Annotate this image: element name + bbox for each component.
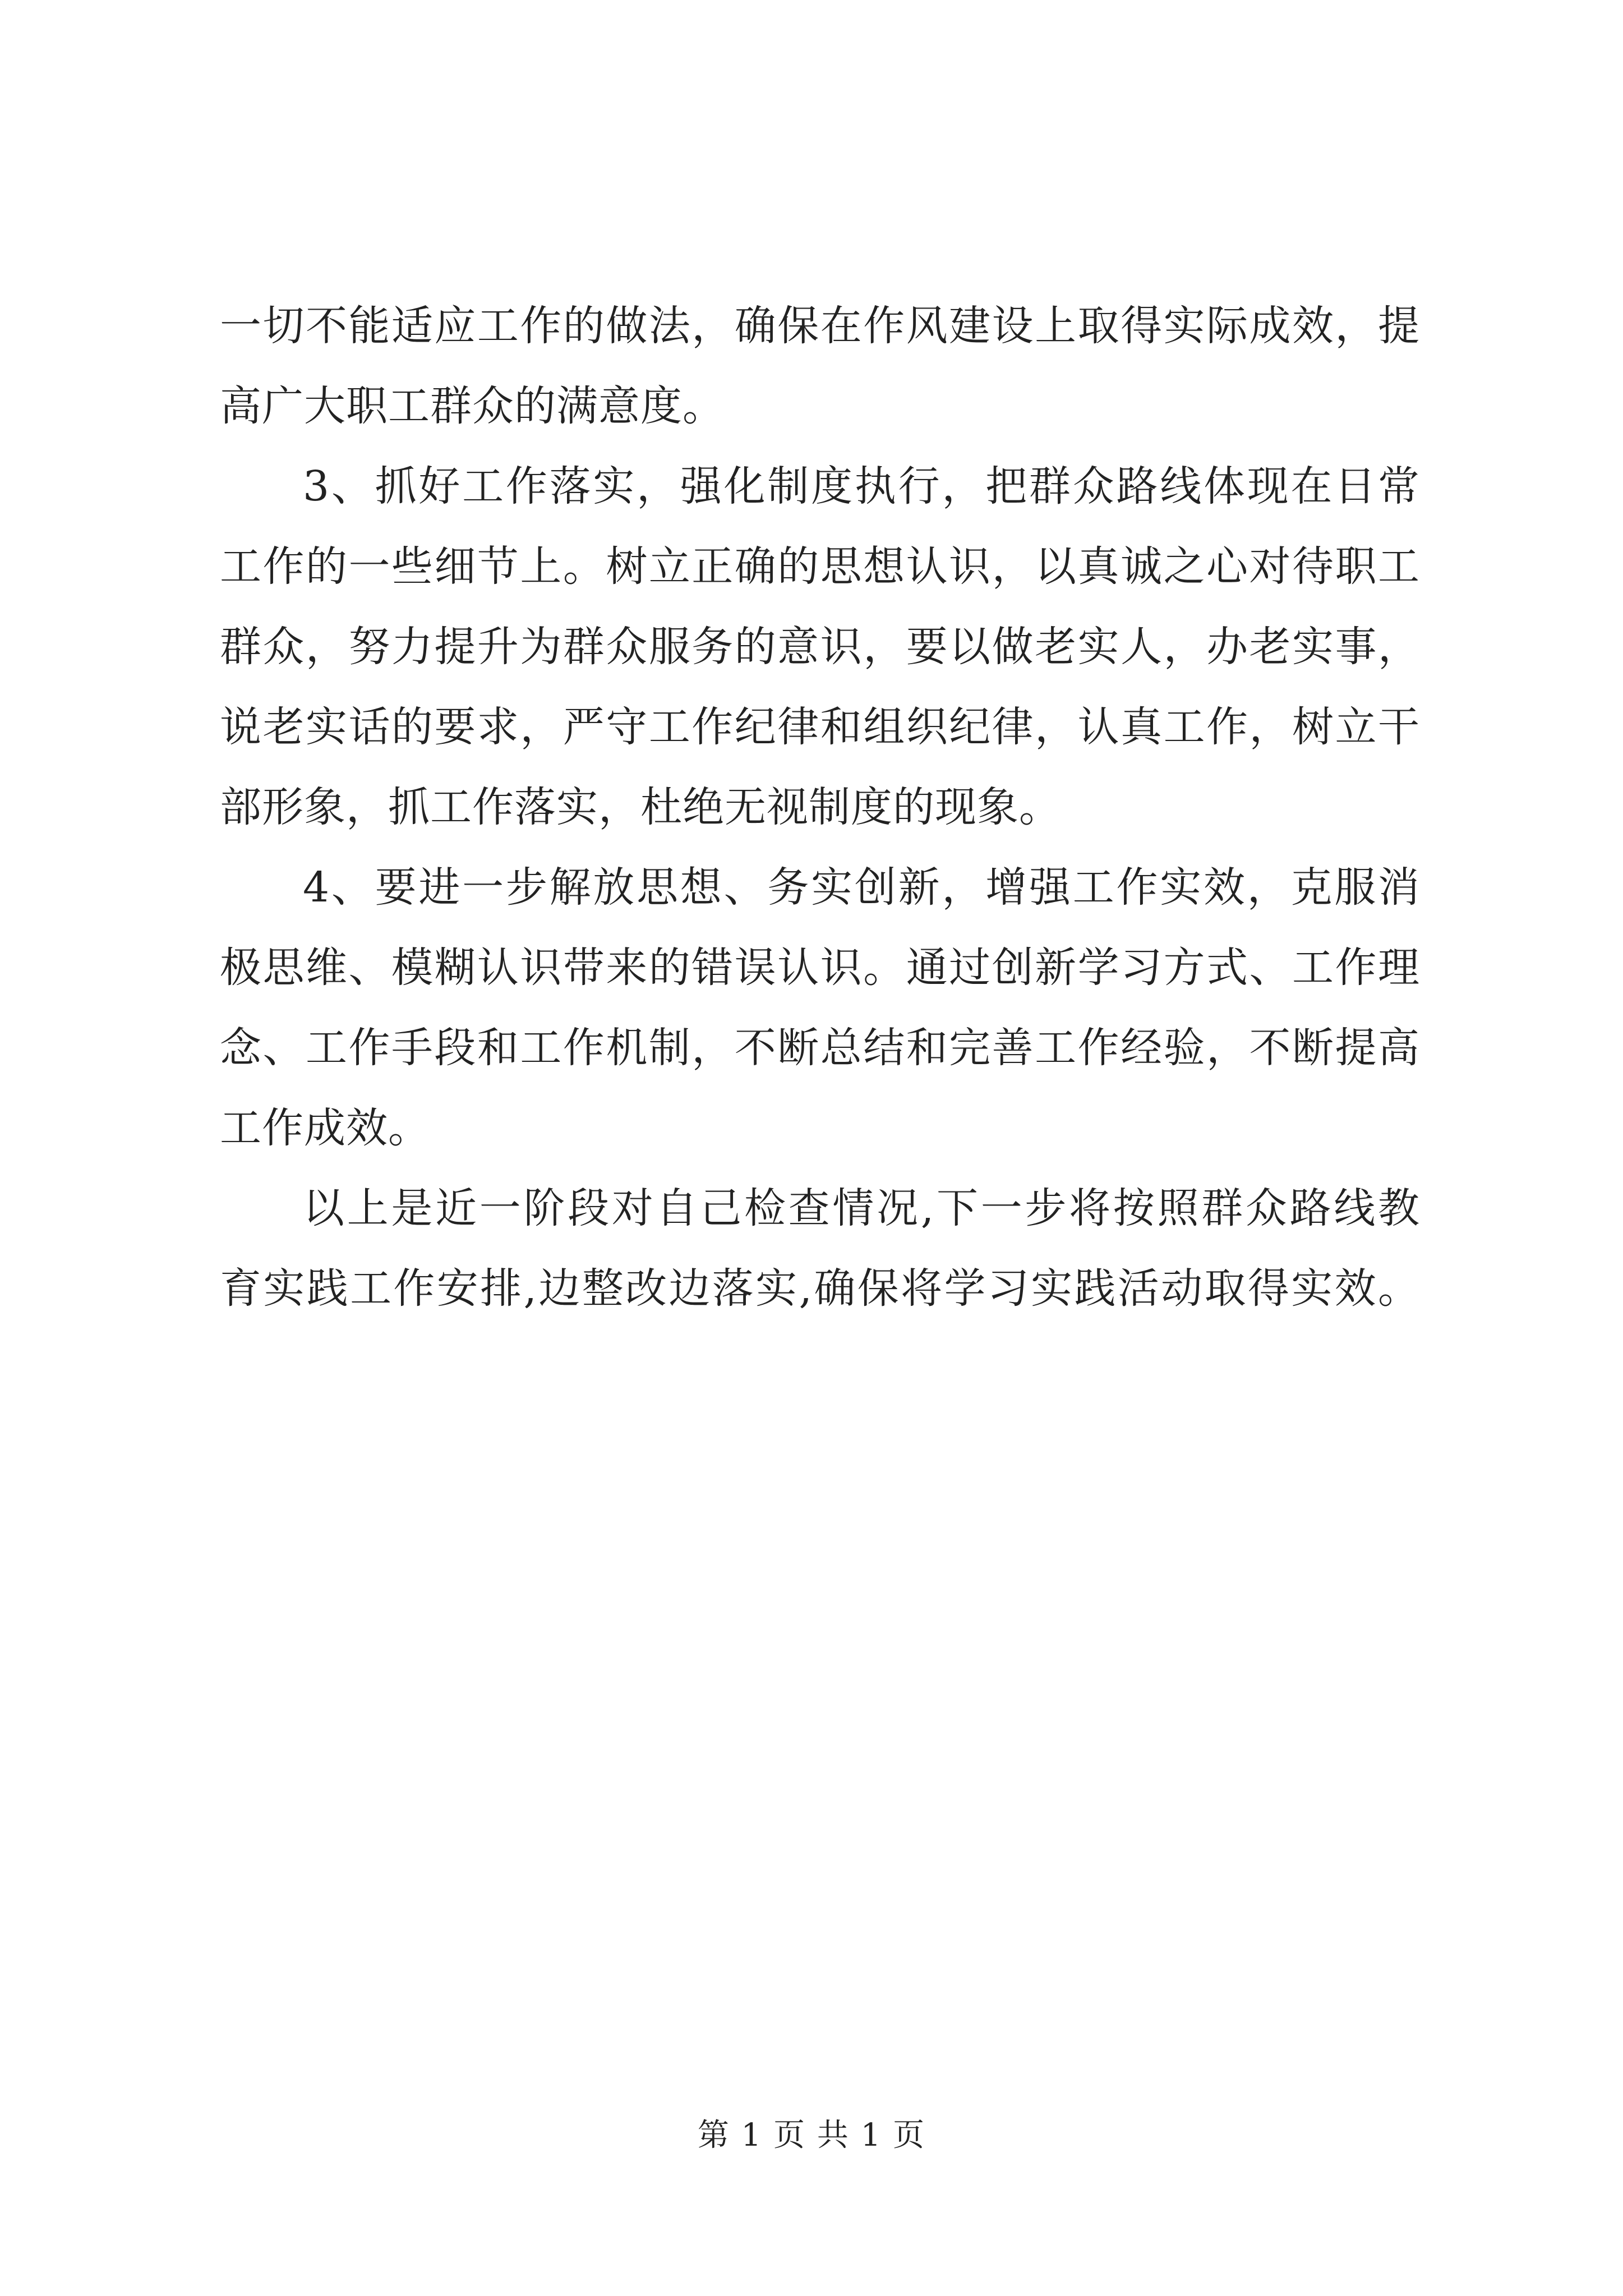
- paragraph-line: 工作成效。: [220, 1104, 430, 1152]
- paragraph-line: 4、要进一步解放思想、务实创新，增强工作实效，克服消: [303, 863, 1420, 912]
- paragraph-line: 念、工作手段和工作机制，不断总结和完善工作经验，不断提高: [220, 1024, 1420, 1072]
- paragraph-line: 高广大职工群众的满意度。: [220, 382, 725, 430]
- paragraph-line: 部形象，抓工作落实，杜绝无视制度的现象。: [220, 783, 1061, 831]
- document-body: [220, 286, 1420, 1329]
- paragraph-line: 一切不能适应工作的做法，确保在作风建设上取得实际成效，提: [220, 302, 1420, 350]
- paragraph-1: [220, 286, 1420, 447]
- paragraph-line: 极思维、模糊认识带来的错误认识。通过创新学习方式、工作理: [220, 944, 1420, 992]
- paragraph-4: [220, 1168, 1420, 1329]
- paragraph-line: 工作的一些细节上。树立正确的思想认识，以真诚之心对待职工: [220, 542, 1420, 591]
- page-number-footer: 第 1 页 共 1 页: [697, 2117, 926, 2154]
- paragraph-line: 3、抓好工作落实，强化制度执行，把群众路线体现在日常: [303, 462, 1420, 510]
- paragraph-3: [220, 848, 1420, 1168]
- paragraph-line: 群众，努力提升为群众服务的意识，要以做老实人，办老实事，: [220, 623, 1420, 671]
- paragraph-line: 说老实话的要求，严守工作纪律和组织纪律，认真工作，树立干: [220, 703, 1420, 751]
- paragraph-2: [220, 447, 1420, 848]
- paragraph-line: 育实践工作安排,边整改边落实,确保将学习实践活动取得实效。: [220, 1264, 1420, 1313]
- paragraph-line: 以上是近一阶段对自己检查情况,下一步将按照群众路线教: [303, 1184, 1420, 1232]
